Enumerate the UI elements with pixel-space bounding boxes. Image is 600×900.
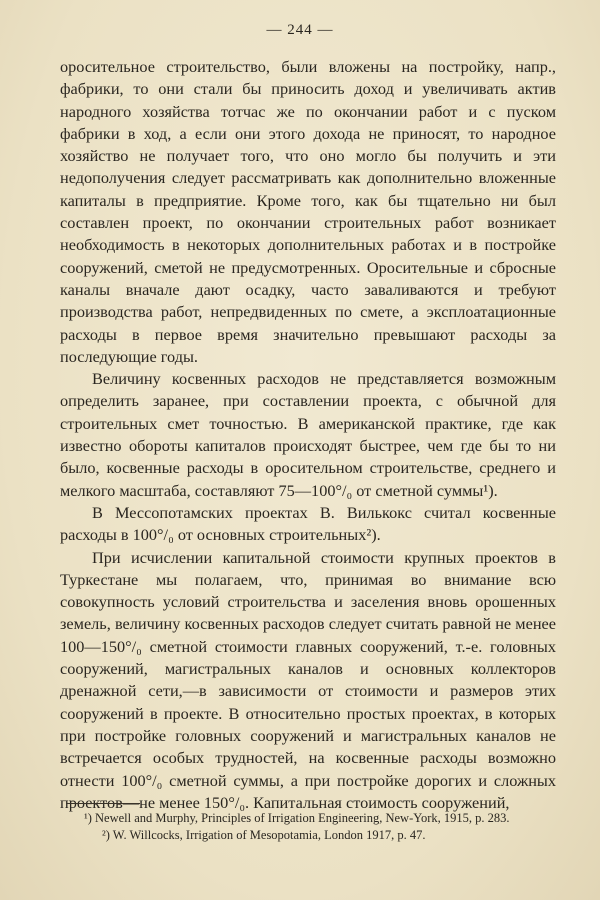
footnotes [66, 810, 556, 844]
footnote-divider [66, 803, 140, 804]
paragraph-3: В Мессопотамских проектах В. Вилькокс считал косвенные расходы в 100°/₀ от основных строительных²). [60, 502, 556, 545]
body-text [60, 56, 556, 814]
footnote-2: ²) W. Willcocks, Irrigation of Mesopotamia, London 1917, p. 47. [102, 828, 426, 842]
paragraph-2: Величину косвенных расходов не представляется возможным определить заранее, при составлении проекта, с обычной для строительных смет точностью. В американской практике, где как известно обороты капиталов происходят быстрее, чем где бы то ни было, косвенные расходы в оросительном строительстве, среднего и мелкого масштаба, составляют 75—100°/₀ от сметной суммы¹). [60, 369, 556, 500]
paragraph-1: оросительное строительство, были вложены на постройку, напр., фабрики, то они стали бы приносить доход и увеличивать актив народного хозяйства тотчас же по окончании работ и с пуском фабрики в ход, а если они этого дохода не приносят, то народное хозяйство не получает того, что оно могло бы получить и эти недополучения следует рассматривать как дополнительно вложенные капиталы в предприятие. Кроме того, как бы тщательно ни был составлен проект, по окончании строительных работ возникает необходимость в некоторых дополнительных работах и в постройке сооружений, сметой не предусмотренных. Оросительные и сбросные каналы вначале дают осадку, часто заваливаются и требуют производства работ, непредвиденных по смете, а эксплоатационные расходы в первое время значительно превышают расходы за последующие годы. [60, 57, 556, 366]
paragraph-4: При исчислении капитальной стоимости крупных проектов в Туркестане мы полагаем, что, принимая во внимание всю совокупность условий строительства и заселения вновь орошенных земель, величину косвенных расходов следует считать равной не менее 100—150°/₀ сметной стоимости главных сооружений, т.-е. головных сооружений, магистральных каналов и основных коллекторов дренажной сети,—в зависимости от стоимости и размеров этих сооружений в проекте. В относительно простых проектах, в которых при постройке головных сооружений и магистральных каналов не встречается особых трудностей, на косвенные расходы возможно отнести 100°/₀ сметной суммы, а при постройке дорогих и сложных проектов—не менее 150°/₀. Капитальная стоимость сооружений, [60, 547, 556, 812]
page-number: — 244 — [266, 22, 334, 38]
footnote-1: ¹) Newell and Murphy, Principles of Irrigation Engineering, New-York, 1915, p. 283. [84, 811, 510, 825]
